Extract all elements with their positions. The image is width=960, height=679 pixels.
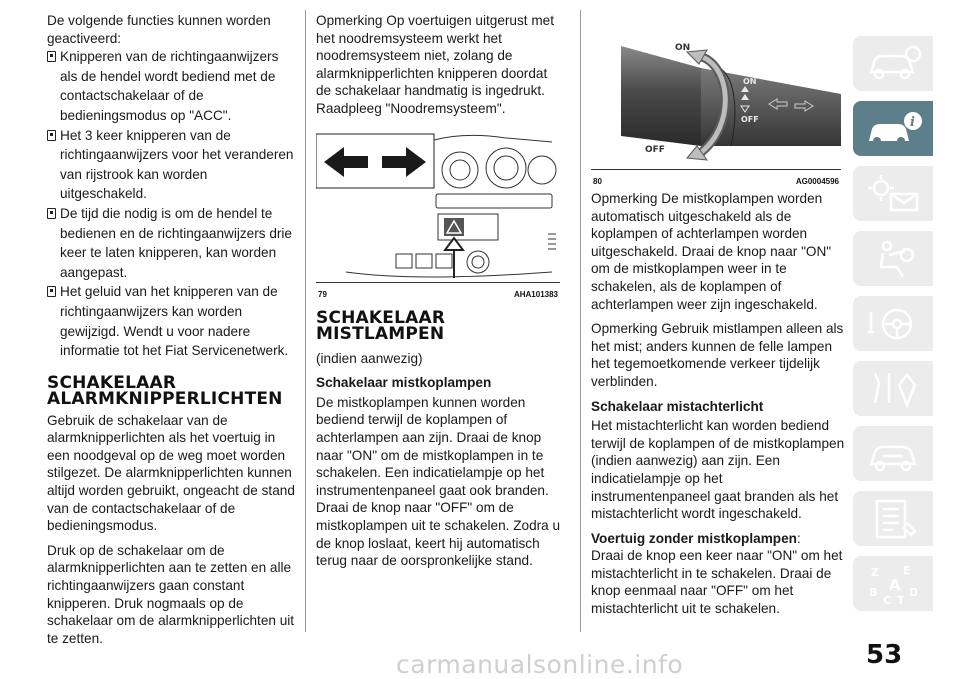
- tab-maintenance[interactable]: [853, 426, 933, 481]
- no-front-fog-paragraph: Draai de knop een keer naar "ON" om het mistachterlicht in te schakelen. Draai de knop eenmaal naar "OFF" om het mistachterlicht uit te schakelen.: [591, 548, 843, 617]
- note-auto-off: Opmerking De mistkoplampen worden automatisch uitgeschakeld als de koplampen of achterlampen worden uitgeschakeld. Draai de knop naar "ON" om de mistkoplampen weer in te schakelen, als de koplampen of achterlampen weer zijn ingeschakeld.: [591, 191, 832, 312]
- tab-safety[interactable]: [853, 231, 933, 286]
- figure-caption: [316, 282, 560, 304]
- figure-hazard-switch: [316, 132, 560, 300]
- steering-wheel-icon: [863, 302, 923, 346]
- figure-number: 80: [593, 176, 602, 186]
- figure-fog-switch: [591, 6, 841, 186]
- bullet-icon: [47, 286, 56, 297]
- car-dashboard-icon: [863, 42, 923, 86]
- tab-technical-data[interactable]: [853, 491, 933, 546]
- svg-text:OFF: OFF: [741, 115, 759, 124]
- bullet-icon: [47, 51, 56, 62]
- tab-index[interactable]: [853, 556, 933, 611]
- svg-text:ON: ON: [675, 43, 691, 53]
- bullet-icon: [47, 130, 56, 141]
- page-number: 53: [866, 640, 903, 670]
- tab-car-info[interactable]: [853, 101, 933, 156]
- svg-text:ON: ON: [743, 77, 757, 86]
- list-item: Het geluid van het knipperen van de richtingaanwijzers kan worden gewijzigd. Wendt u voor nadere informatie tot het Fiat Servicenetwerk.: [47, 282, 297, 360]
- tab-warning-lights[interactable]: [853, 166, 933, 221]
- airbag-seat-icon: [863, 237, 923, 281]
- optional-note: (indien aanwezig): [316, 350, 423, 366]
- subheading-rear-fog: Schakelaar mistachterlicht: [591, 398, 764, 414]
- column-left: [47, 12, 297, 654]
- hazard-paragraph-1: Gebruik de schakelaar van de alarmknipperlichten als het voertuig in een noodgeval op de weg moet worden stilgezet. De alarmknipperlichten kunnen altijd worden gebruikt, ongeacht de stand van de contactschakelaar of de bedieningsmodus.: [47, 412, 295, 534]
- note-blinding: Opmerking Gebruik mistlampen alleen als het mist; anders kunnen de felle lampen het tegemoetkomende verkeer tijdelijk verblinden.: [591, 321, 844, 389]
- svg-text:i: i: [910, 114, 915, 130]
- service-tools-icon: [863, 367, 923, 411]
- column-right: ON OFF ON OFF 80 AG0004596 Opmerking De mistkoplampen worden automatisch uitgeschakeld als de koplampen of achterlampen worden uitgeschakeld. Draai de knop naar "ON" om de mistkoplampen weer in te schakelen, als de koplampen of achterlampen weer zijn ingeschakeld. Opmerking Gebruik mistlampen alleen als het mist; anders kunnen de felle lampen het tegemoetkomende verkeer tijdelijk verblinden. Schakelaar mistachterlicht Het mistachterlicht kan worden bediend terwijl de koplampen of de mistkoplampen (indien aanwezig) aan zijn. Een indicatielampje op het instrumentenpaneel gaat branden als het mistachterlicht wordt ingeschakeld. Voertuig zonder mistkoplampen: Draai de knop een keer naar "ON" om het mistachterlicht in te schakelen. Draai de knop eenmaal naar "OFF" om het mistachterlicht uit te schakelen.: [591, 12, 845, 625]
- alphabetical-index-icon: [863, 562, 923, 606]
- section-heading-hazard: SCHAKELAAR ALARMKNIPPERLICHTEN: [47, 372, 283, 409]
- svg-text:E: E: [903, 563, 911, 577]
- rear-fog-paragraph: Het mistachterlicht kan worden bediend terwijl de koplampen of de mistkoplampen (indien aanwezig) aan zijn. Een indicatielampje op het instrumentenpaneel gaat branden als het mistachterlicht wordt ingeschakeld.: [591, 418, 845, 522]
- svg-text:D: D: [909, 585, 919, 599]
- tab-dashboard[interactable]: [853, 36, 933, 91]
- chapter-tab-bar: [853, 36, 933, 621]
- svg-text:B: B: [869, 585, 878, 599]
- bullet-icon: [47, 208, 56, 219]
- watermark: carmanualsonline.info: [396, 650, 684, 679]
- hazard-switch-illustration: [316, 132, 560, 278]
- subheading-front-fog: Schakelaar mistkoplampen: [316, 375, 492, 391]
- svg-text:OFF: OFF: [645, 145, 665, 155]
- tab-emergency[interactable]: [853, 361, 933, 416]
- list-item: Knipperen van de richtingaanwijzers als de hendel wordt bediend met de contactschakelaar of de bedieningsmodus op "ACC".: [47, 47, 297, 125]
- svg-text:C: C: [883, 593, 892, 606]
- note-emergency-brake: Opmerking Op voertuigen uitgerust met het noodremsysteem werkt het noodremsysteem niet, zolang de alarmknipperlichten knipperen doordat de schakelaar handmatig is ingedrukt. Raadpleeg "Noodremsysteem".: [316, 13, 555, 116]
- front-fog-paragraph: De mistkoplampen kunnen worden bediend terwijl de koplampen of achterlampen aan zijn. Draai de knop naar "ON" om de mistkoplampen in te schakelen. Een indicatielampje op het instrumentenpaneel gaat ook branden. Draai de knop naar "OFF" om de mistkoplampen uit te schakelen. Zodra u de knop loslaat, keert hij automatisch terug naar de oorspronkelijke stand.: [316, 394, 561, 569]
- figure-code: AG0004596: [795, 176, 839, 186]
- column-divider: [305, 10, 306, 632]
- column-middle: [316, 12, 566, 577]
- car-info-icon: [863, 107, 923, 151]
- svg-text:T: T: [897, 593, 905, 606]
- list-item: Het 3 keer knipperen van de richtingaanwijzers voor het veranderen van rijstrook kan worden uitgeschakeld.: [47, 126, 297, 204]
- warning-lights-icon: [863, 172, 923, 216]
- section-heading-fog: SCHAKELAAR MISTLAMPEN: [316, 307, 446, 344]
- fog-switch-illustration: [591, 6, 841, 164]
- car-breakdown-icon: [863, 432, 923, 476]
- svg-text:A: A: [889, 575, 901, 594]
- svg-text:Z: Z: [871, 565, 879, 579]
- figure-number: 79: [318, 290, 327, 300]
- column-divider: [580, 10, 581, 632]
- subheading-no-front-fog: Voertuig zonder mistkoplampen: [591, 530, 797, 546]
- technical-data-icon: [863, 497, 923, 541]
- figure-caption: [591, 169, 841, 191]
- list-item: De tijd die nodig is om de hendel te bedienen en de richtingaanwijzers drie keer te laten knipperen, kan worden aangepast.: [47, 204, 297, 282]
- tab-driving[interactable]: [853, 296, 933, 351]
- intro-text: De volgende functies kunnen worden geactiveerd:: [47, 13, 271, 46]
- figure-code: AHA101383: [513, 290, 558, 300]
- hazard-paragraph-2: Druk op de schakelaar om de alarmknipperlichten aan te zetten en alle richtingaanwijzers gaan constant knipperen. Druk nogmaals op de schakelaar om de alarmknipperlichten uit te zetten.: [47, 542, 295, 646]
